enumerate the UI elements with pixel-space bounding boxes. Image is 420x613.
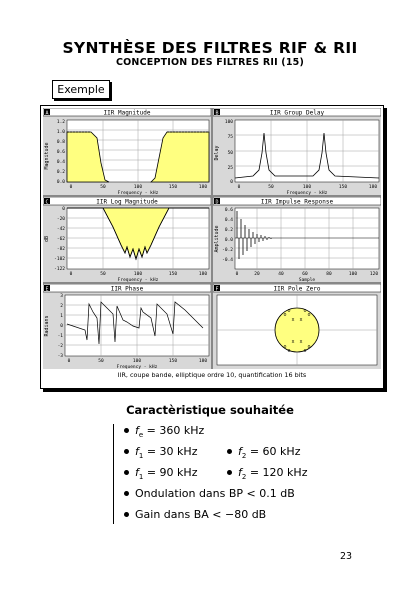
svg-text:-3: -3 [57, 354, 63, 359]
svg-text:C: C [45, 199, 49, 206]
panel-iir-impulse-response [213, 197, 381, 282]
svg-text:x: x [291, 339, 295, 345]
xlabel-a: Frequency - kHz [117, 191, 159, 195]
svg-text:150: 150 [168, 359, 178, 364]
page-number: 23 [340, 551, 353, 562]
svg-text:Delay: Delay [214, 145, 220, 161]
svg-text:180: 180 [198, 185, 208, 190]
svg-text:180: 180 [368, 185, 378, 190]
plots-grid [43, 108, 381, 369]
svg-text:o: o [307, 312, 311, 318]
svg-text:100: 100 [302, 185, 312, 190]
panel-title-a: IIR Magnitude [103, 109, 151, 117]
svg-text:0: 0 [230, 180, 233, 185]
svg-text:D: D [215, 199, 219, 206]
svg-text:-122: -122 [54, 267, 65, 272]
svg-text:50: 50 [98, 359, 104, 364]
panel-iir-log-magnitude [43, 197, 211, 282]
svg-text:F: F [215, 286, 219, 293]
panel-iir-pole-zero [213, 284, 381, 369]
panel-iir-magnitude [43, 108, 211, 195]
svg-text:150: 150 [168, 185, 178, 190]
spec-item-stopband: Gain dans BA < −80 dB [124, 508, 266, 521]
svg-text:o: o [287, 308, 291, 314]
page-subtitle: CONCEPTION DES FILTRES RII (15) [115, 57, 305, 68]
svg-text:0.4: 0.4 [56, 160, 65, 165]
svg-text:120: 120 [369, 272, 379, 277]
svg-text:0.2: 0.2 [224, 228, 233, 233]
spec-item-band2: $f_1 = 90$ kHz [124, 466, 197, 481]
svg-text:0.0: 0.0 [224, 238, 233, 243]
svg-text:0.8: 0.8 [56, 140, 65, 145]
svg-text:80: 80 [326, 272, 332, 277]
svg-text:0.0: 0.0 [56, 180, 65, 185]
svg-text:0: 0 [67, 359, 71, 364]
spec-item-band1: $f_1 = 30$ kHz [124, 445, 197, 460]
svg-text:25: 25 [227, 166, 233, 171]
panel-iir-group-delay [213, 108, 381, 195]
svg-text:o: o [287, 348, 291, 354]
section-heading: Caractèristique souhaitée [126, 403, 294, 417]
page-title: SYNTHÈSE DES FILTRES RIF & RII [62, 39, 358, 57]
svg-text:40: 40 [278, 272, 284, 277]
svg-text:0: 0 [62, 207, 65, 212]
svg-text:100: 100 [224, 120, 233, 125]
spec-item-band1-f2: $f_2 = 60$ kHz [227, 445, 300, 460]
svg-text:2: 2 [60, 304, 63, 309]
spec-item-ripple: Ondulation dans BP < 0.1 dB [124, 487, 295, 500]
svg-text:E: E [45, 286, 49, 293]
svg-text:-42: -42 [56, 227, 65, 232]
svg-text:0.4: 0.4 [224, 218, 233, 223]
svg-text:Frequency - kHz: Frequency - kHz [286, 191, 328, 195]
svg-text:B: B [215, 110, 219, 117]
svg-text:75: 75 [227, 135, 233, 140]
svg-text:o: o [283, 344, 287, 350]
svg-text:150: 150 [168, 272, 178, 277]
figure-caption: IIR, coupe bande, elliptique ordre 10, quantification 16 bits [117, 371, 307, 379]
svg-text:Amplitude: Amplitude [214, 225, 220, 253]
svg-text:0.6: 0.6 [56, 150, 65, 155]
svg-text:0: 0 [235, 272, 239, 277]
example-label: Exemple [52, 80, 110, 99]
svg-text:180: 180 [198, 359, 208, 364]
svg-text:dB: dB [44, 235, 50, 243]
svg-text:1.0: 1.0 [56, 130, 65, 135]
svg-text:20: 20 [254, 272, 260, 277]
svg-text:-20: -20 [56, 217, 65, 222]
svg-text:-1: -1 [57, 334, 63, 339]
svg-text:50: 50 [100, 185, 106, 190]
svg-text:0.6: 0.6 [224, 208, 233, 213]
svg-text:o: o [283, 312, 287, 318]
svg-text:-0.2: -0.2 [222, 248, 233, 253]
svg-text:o: o [303, 308, 307, 314]
svg-text:100: 100 [132, 359, 142, 364]
panel-letter-a: A [45, 110, 49, 117]
svg-text:x: x [299, 317, 303, 323]
svg-text:Frequency - kHz: Frequency - kHz [116, 365, 158, 369]
svg-text:0: 0 [237, 185, 241, 190]
svg-text:-102: -102 [54, 257, 65, 262]
panel-title-b: IIR Group Delay [269, 109, 325, 117]
svg-text:60: 60 [302, 272, 308, 277]
spec-item-band2-f2: $f_2 = 120$ kHz [227, 466, 307, 481]
ylabel-a: Magnitude [44, 142, 50, 170]
svg-text:1: 1 [60, 314, 63, 319]
svg-text:1.2: 1.2 [56, 120, 65, 125]
svg-text:-62: -62 [56, 237, 65, 242]
svg-text:100: 100 [133, 272, 143, 277]
svg-text:3: 3 [60, 294, 63, 299]
svg-text:50: 50 [268, 185, 274, 190]
figure-frame [40, 105, 384, 389]
svg-text:0: 0 [60, 324, 63, 329]
svg-text:180: 180 [198, 272, 208, 277]
svg-text:x: x [291, 317, 295, 323]
svg-text:100: 100 [133, 185, 143, 190]
svg-text:Frequency - kHz: Frequency - kHz [117, 278, 159, 282]
svg-text:x: x [299, 339, 303, 345]
svg-text:100: 100 [348, 272, 358, 277]
panel-iir-phase [43, 284, 211, 369]
panel-title-e: IIR Phase [110, 285, 144, 293]
spec-item-fe: $f_e = 360$ kHz [124, 424, 204, 439]
svg-text:0: 0 [69, 185, 73, 190]
panel-title-f: IIR Pole Zero [273, 285, 321, 293]
svg-text:o: o [307, 344, 311, 350]
svg-text:Sample: Sample [298, 278, 316, 282]
svg-text:o: o [303, 348, 307, 354]
svg-text:150: 150 [338, 185, 348, 190]
svg-text:-2: -2 [57, 344, 63, 349]
svg-text:0: 0 [69, 272, 73, 277]
svg-text:0.2: 0.2 [56, 170, 65, 175]
svg-text:-0.4: -0.4 [222, 258, 233, 263]
spec-list [113, 424, 324, 524]
svg-text:50: 50 [227, 151, 233, 156]
svg-text:-82: -82 [56, 247, 65, 252]
svg-text:Radians: Radians [44, 315, 50, 337]
svg-text:50: 50 [100, 272, 106, 277]
panel-title-c: IIR Log Magnitude [96, 198, 158, 206]
panel-title-d: IIR Impulse Response [260, 198, 334, 206]
